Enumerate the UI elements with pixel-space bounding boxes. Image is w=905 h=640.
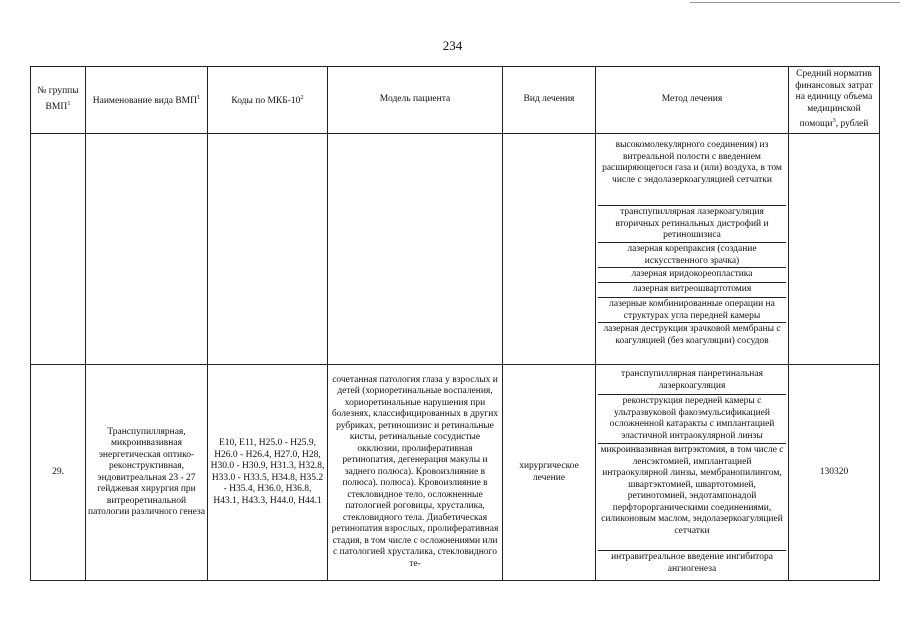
header-group-no: № группы ВМП$^1$ (31, 67, 86, 134)
table-row (31, 365, 880, 581)
header-treatment-type: Вид лечения (503, 67, 596, 134)
method-item: реконструкция передней камеры с ультразвуковой факоэмульсификацией осложненной катаракты с имплантацией эластичной интраокулярной линзы (598, 395, 786, 444)
cell-empty (503, 134, 596, 365)
header-cost: Средний норматив финансовых затрат на единицу объема медицинской помощи$^3$, рублей (789, 67, 880, 134)
top-rule (690, 2, 900, 3)
header-row (31, 67, 880, 134)
cell-methods (596, 365, 789, 581)
header-patient-model: Модель пациента (328, 67, 503, 134)
cell-group-number: 29. (31, 365, 86, 581)
cell-empty (328, 134, 503, 365)
cell-vmp-name: Транспупиллярная, микроинвазивная энергетическая оптико-реконструктивная, эндовитреальная 23 - 27 гейджевая хирургия при витреоретинальной патологии различного генеза (86, 365, 208, 581)
method-item: интравитреальное введение ингибитора ангиогенеза (611, 552, 773, 574)
method-item: транспупиллярная панретинальная лазеркоагуляция (598, 368, 786, 395)
cell-empty (86, 134, 208, 365)
vmp-table (30, 66, 880, 581)
method-item: лазерная деструкция зрачковой мембраны с коагуляцией (без коагуляции) сосудов (603, 324, 781, 346)
header-name: Наименование вида ВМП$^1$ (86, 67, 208, 134)
cell-empty (208, 134, 328, 365)
method-item: транспупиллярная лазеркоагуляция вторичных ретинальных дистрофий и ретиношизиса (598, 206, 786, 243)
cell-icd-codes: E10, E11, H25.0 - H25.9, H26.0 - H26.4, H27.0, H28, H30.0 - H30.9, H31.3, H32.8, H33.0 - H33.5, H34.8, H35.2 - H35.4, H36.0, H36.8, H43.1, H43.3, H44.0, H44.1 (208, 365, 328, 581)
cell-treatment-type: хирургическое лечение (503, 365, 596, 581)
method-item: лазерные комбинированные операции на структурах угла передней камеры (598, 298, 786, 323)
method-item: лазерная корепраксия (создание искусственного зрачка) (598, 243, 786, 268)
cell-patient-model: сочетанная патология глаза у взрослых и детей (хориоретинальные воспаления, хориоретинальные нарушения при болезнях, классифицированных в других рубриках, ретиношизис и ретинальные кисты, ретинальные сосудистые окклюзии, пролиферативная ретинопатия, дегенерация макулы и заднего полюса). Кровоизлияние в полюса). полюса). Кровоизлияние в стекловидное тело, осложненные патологией роговицы, хрусталика, стекловидного тела. Диабетическая ретинопатия взрослых, пролиферативная стадия, в том числе с осложнениями или с патологией хрусталика, стекловидного те- (328, 365, 503, 581)
cell-methods (596, 134, 789, 365)
header-method: Метод лечения (596, 67, 789, 134)
cell-empty (789, 134, 880, 365)
header-codes: Коды по МКБ-$10^2$ (208, 67, 328, 134)
method-item: лазерная иридокореопластика (598, 268, 786, 283)
table-row (31, 134, 880, 365)
method-item: лазерная витреошвартотомия (598, 283, 786, 298)
method-item: высокомолекулярного соединения) из витреальной полости с введением расширяющегося газа и (или) воздуха, в том числе с эндолазеркоагуляцией сетчатки (598, 139, 786, 206)
page-number: 234 (442, 38, 463, 53)
cell-empty (31, 134, 86, 365)
method-item: микроинвазивная витрэктомия, в том числе с ленсэктомией, имплантацией интраокулярной линзы, мембранопилингом, швартэктомией, швартотомией, ретинотомией, эндотампонадой перфторорганическими соединениями, силиконовым маслом, эндолазеркоагуляцией сетчатки (598, 444, 786, 551)
cell-cost: 130320 (789, 365, 880, 581)
